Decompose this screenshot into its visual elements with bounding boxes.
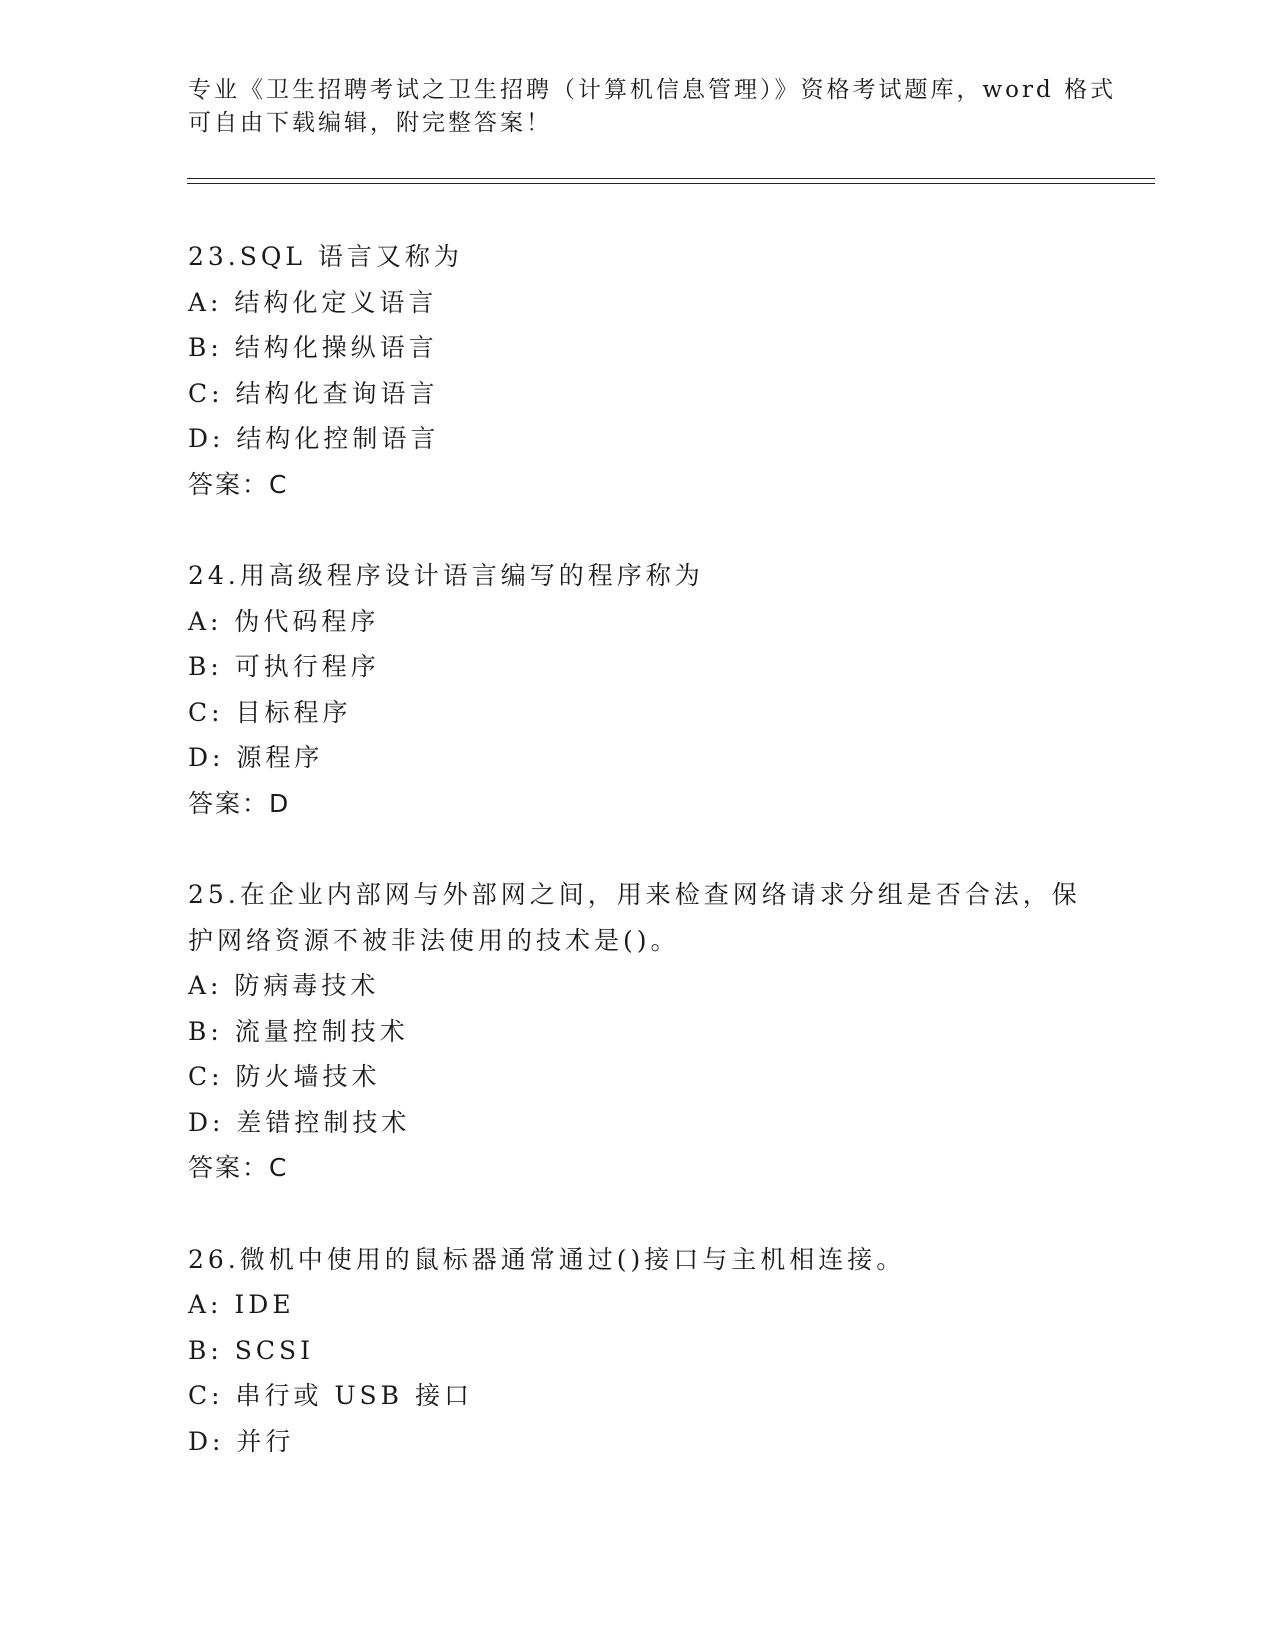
- answer-label: 答案：D: [188, 788, 291, 818]
- question-stem-line: 护网络资源不被非法使用的技术是()。: [188, 925, 680, 955]
- question-stem-line: 25.在企业内部网与外部网之间，用来检查网络请求分组是否合法，保: [188, 880, 1081, 909]
- question-list: [188, 234, 1088, 1510]
- option-c: C: 目标程序: [188, 697, 352, 727]
- option-b: B: 可执行程序: [188, 652, 380, 681]
- question-stem: [188, 234, 1088, 280]
- header-divider-top: [187, 178, 1155, 179]
- option-c: C: 串行或 USB 接口: [188, 1381, 473, 1410]
- option-c: C: 结构化查询语言: [188, 378, 439, 408]
- option-a: A: 防病毒技术: [188, 971, 380, 1000]
- option-d: D: 结构化控制语言: [188, 424, 440, 453]
- answer-label: 答案：C: [188, 469, 289, 499]
- option-b: B: 流量控制技术: [188, 1016, 409, 1046]
- document-header: [188, 74, 1117, 140]
- question-stem: [188, 553, 1088, 599]
- option-a: A: 结构化定义语言: [188, 287, 438, 317]
- question-stem: [188, 872, 1088, 963]
- question-stem-line: 24.用高级程序设计语言编写的程序称为: [188, 561, 704, 590]
- answer-label: 答案：C: [188, 1153, 289, 1182]
- question-25: [188, 872, 1088, 1191]
- option-a: A: IDE: [188, 1290, 295, 1319]
- header-line-1: 专业《卫生招聘考试之卫生招聘（计算机信息管理）》资格考试题库，word 格式: [188, 77, 1117, 103]
- header-divider-bottom: [187, 183, 1155, 184]
- question-stem-line: 26.微机中使用的鼠标器通常通过()接口与主机相连接。: [188, 1244, 906, 1274]
- option-b: B: 结构化操纵语言: [188, 333, 438, 362]
- question-23: [188, 234, 1088, 507]
- question-26: [188, 1237, 1088, 1465]
- option-b: B: SCSI: [188, 1335, 314, 1365]
- question-stem: [188, 1237, 1088, 1283]
- option-d: D: 并行: [188, 1426, 295, 1456]
- option-a: A: 伪代码程序: [188, 606, 380, 636]
- question-stem-line: 23.SQL 语言又称为: [188, 242, 463, 271]
- option-c: C: 防火墙技术: [188, 1062, 381, 1091]
- option-d: D: 差错控制技术: [188, 1107, 411, 1137]
- option-d: D: 源程序: [188, 743, 324, 772]
- header-line-2: 可自由下载编辑，附完整答案！: [188, 110, 552, 136]
- question-24: [188, 553, 1088, 826]
